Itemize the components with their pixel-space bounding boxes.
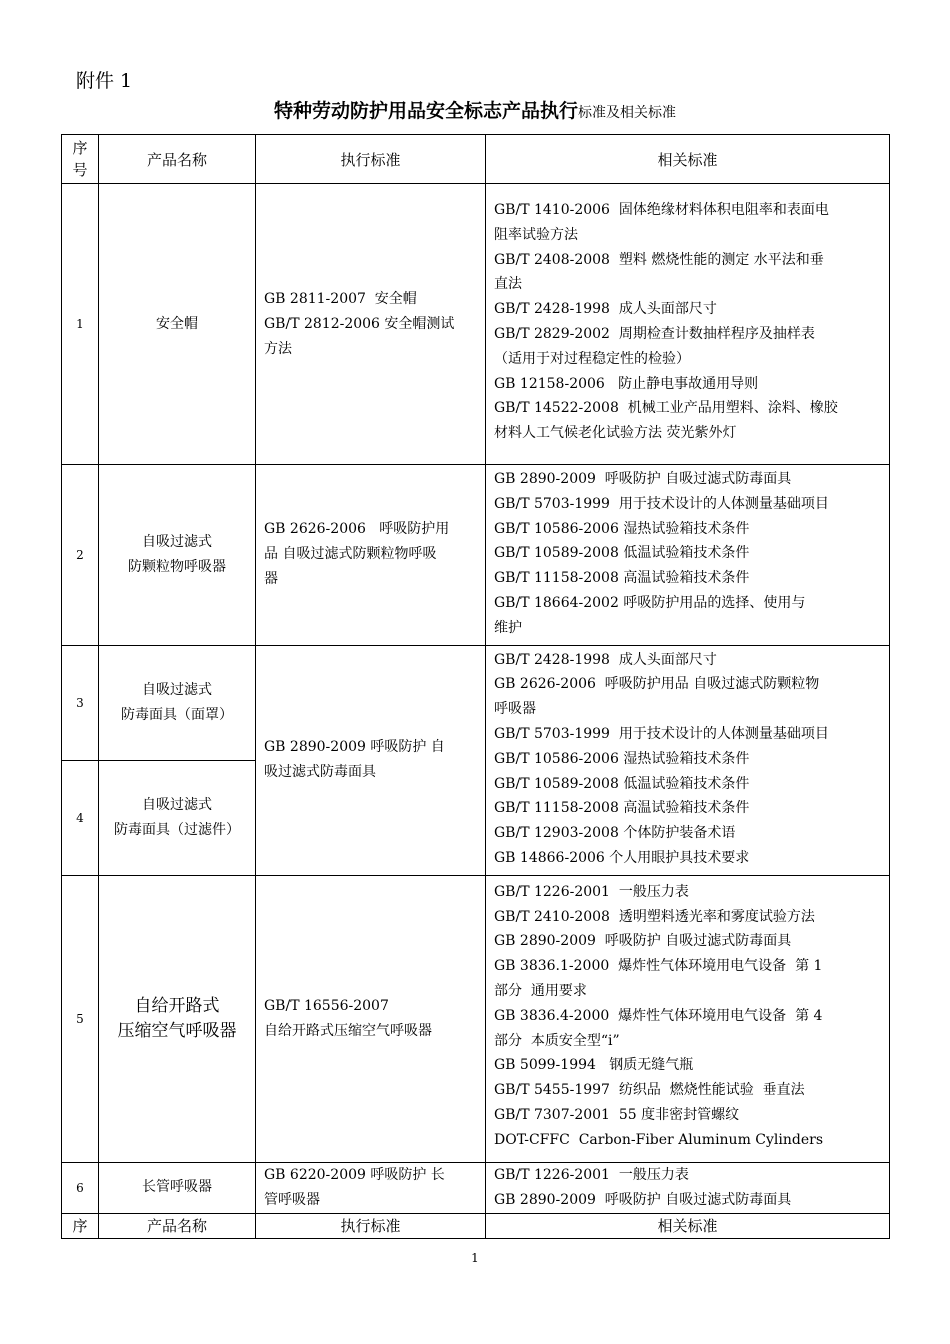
footer-header-related: 相关标准 — [486, 1213, 890, 1238]
related-standards: GB/T 1226-2001 一般压力表 GB/T 2410-2008 透明塑料透光率和雾度试验方法 GB 2890-2009 呼吸防护 自吸过滤式防毒面具 GB 3836.1-2000 爆炸性气体环境用电气设备 第 1 部分 通用要求 GB 3836.4-2000 爆炸性气体环境用电气设备 第 4 部分 本质安全型“i” GB 5099-1994 钢质无缝气瓶 GB/T 5455-1997 纺织品 燃烧性能试验 垂直法 GB/T 7307-2001 55 度非密封管螺纹 DOT-CFFC Carbon-Fiber Aluminum Cylinders — [486, 875, 890, 1162]
title-main: 特种劳动防护用品安全标志产品执行 — [273, 100, 578, 122]
table-row — [62, 875, 890, 1162]
table-row — [62, 465, 890, 646]
exec-standard: GB 2890-2009 呼吸防护 自 吸过滤式防毒面具 — [256, 645, 486, 875]
footer-header-no: 序 — [62, 1213, 99, 1238]
footer-header-name: 产品名称 — [99, 1213, 256, 1238]
related-standards: GB 2890-2009 呼吸防护 自吸过滤式防毒面具 GB/T 5703-1999 用于技术设计的人体测量基础项目 GB/T 10586-2006 湿热试验箱技术条件 GB/T 10589-2008 低温试验箱技术条件 GB/T 11158-2008 高温试验箱技术条件 GB/T 18664-2002 呼吸防护用品的选择、使用与 维护 — [486, 465, 890, 646]
row-no: 5 — [62, 875, 99, 1162]
row-no: 6 — [62, 1162, 99, 1213]
product-name: 安全帽 — [99, 184, 256, 465]
header-exec: 执行标准 — [256, 135, 486, 184]
related-standards: GB/T 1226-2001 一般压力表 GB 2890-2009 呼吸防护 自吸过滤式防毒面具 — [486, 1162, 890, 1213]
row-no: 3 — [62, 645, 99, 760]
header-name: 产品名称 — [99, 135, 256, 184]
product-name: 自吸过滤式 防颗粒物呼吸器 — [99, 465, 256, 646]
header-no: 序 号 — [62, 135, 99, 184]
table-row — [62, 184, 890, 465]
exec-standard: GB/T 16556-2007 自给开路式压缩空气呼吸器 — [256, 875, 486, 1162]
header-related: 相关标准 — [486, 135, 890, 184]
exec-standard: GB 2811-2007 安全帽 GB/T 2812-2006 安全帽测试 方法 — [256, 184, 486, 465]
standards-table — [61, 134, 890, 1239]
product-name: 长管呼吸器 — [99, 1162, 256, 1213]
attachment-label: 附件 1 — [76, 70, 133, 92]
related-standards: GB/T 1410-2006 固体绝缘材料体积电阻率和表面电 阻率试验方法 GB/T 2408-2008 塑料 燃烧性能的测定 水平法和垂 直法 GB/T 2428-1998 成人头面部尺寸 GB/T 2829-2002 周期检查计数抽样程序及抽样表 （适用于对过程稳定性的检验） GB 12158-2006 防止静电事故通用导则 GB/T 14522-2008 机械工业产品用塑料、涂料、橡胶 材料人工气候老化试验方法 荧光紫外灯 — [486, 184, 890, 465]
exec-standard: GB 2626-2006 呼吸防护用 品 自吸过滤式防颗粒物呼吸 器 — [256, 465, 486, 646]
table-row — [62, 1162, 890, 1213]
table-footer-header-row — [62, 1213, 890, 1238]
exec-standard: GB 6220-2009 呼吸防护 长 管呼吸器 — [256, 1162, 486, 1213]
row-no: 4 — [62, 760, 99, 875]
row-no: 2 — [62, 465, 99, 646]
product-name: 自吸过滤式 防毒面具（过滤件） — [99, 760, 256, 875]
product-name: 自吸过滤式 防毒面具（面罩） — [99, 645, 256, 760]
table-header-row — [62, 135, 890, 184]
row-no: 1 — [62, 184, 99, 465]
page-number: 1 — [471, 1251, 479, 1265]
document-title — [0, 96, 950, 123]
footer-header-exec: 执行标准 — [256, 1213, 486, 1238]
title-sub: 标准及相关标准 — [578, 105, 676, 121]
product-name: 自给开路式 压缩空气呼吸器 — [99, 875, 256, 1162]
related-standards: GB/T 2428-1998 成人头面部尺寸 GB 2626-2006 呼吸防护用品 自吸过滤式防颗粒物 呼吸器 GB/T 5703-1999 用于技术设计的人体测量基础项目 GB/T 10586-2006 湿热试验箱技术条件 GB/T 10589-2008 低温试验箱技术条件 GB/T 11158-2008 高温试验箱技术条件 GB/T 12903-2008 个体防护装备术语 GB 14866-2006 个人用眼护具技术要求 — [486, 645, 890, 875]
table-row — [62, 645, 890, 760]
